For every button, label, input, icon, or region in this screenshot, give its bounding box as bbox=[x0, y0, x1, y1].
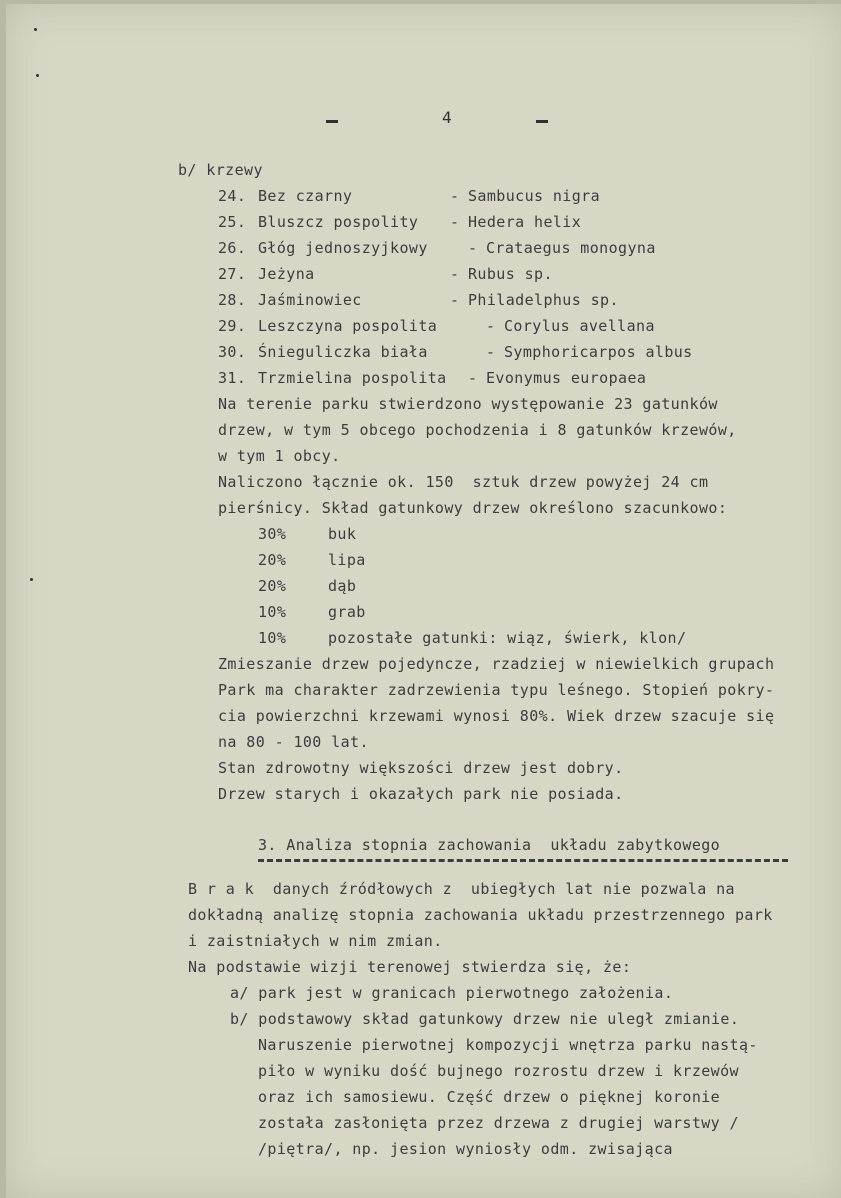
shrub-name: Głóg jednoszyjkowy bbox=[258, 239, 428, 257]
shrub-separator: - bbox=[450, 187, 460, 205]
paragraph-line: pierśnicy. Skład gatunkowy drzew określono szacunkowo: bbox=[218, 499, 728, 517]
page-number: 4 bbox=[442, 108, 452, 127]
shrub-number: 28. bbox=[218, 291, 247, 309]
composition-percent: 30% bbox=[258, 525, 287, 543]
paragraph-line: Zmieszanie drzew pojedyncze, rzadziej w niewielkich grupach bbox=[218, 655, 775, 673]
paragraph-line: dokładną analizę stopnia zachowania układu przestrzennego park bbox=[188, 906, 773, 924]
document-page bbox=[6, 4, 841, 1198]
paragraph-line: cia powierzchni krzewami wynosi 80%. Wiek drzew szacuje się bbox=[218, 707, 775, 725]
heading-underline bbox=[258, 859, 788, 862]
shrub-latin: Sambucus nigra bbox=[468, 187, 601, 205]
paragraph-line: oraz ich samosiewu. Część drzew o pięknej koronie bbox=[258, 1088, 721, 1106]
paragraph-line: i zaistniałych w nim zmian. bbox=[188, 932, 443, 950]
paragraph-line: Naliczono łącznie ok. 150 sztuk drzew powyżej 24 cm bbox=[218, 473, 709, 491]
heading-shrubs: b/ krzewy bbox=[178, 161, 263, 179]
composition-percent: 20% bbox=[258, 551, 287, 569]
paragraph-line: Na terenie parku stwierdzono występowanie 23 gatunków bbox=[218, 395, 718, 413]
composition-species: lipa bbox=[328, 551, 366, 569]
shrub-separator: - bbox=[486, 343, 496, 361]
scan-speck bbox=[36, 74, 39, 77]
shrub-name: Bez czarny bbox=[258, 187, 353, 205]
shrub-latin: Symphoricarpos albus bbox=[504, 343, 693, 361]
finding-item: b/ podstawowy skład gatunkowy drzew nie uległ zmianie. bbox=[230, 1010, 740, 1028]
shrub-separator: - bbox=[450, 213, 460, 231]
paragraph-line: Naruszenie pierwotnej kompozycji wnętrza parku nastą- bbox=[258, 1036, 758, 1054]
composition-species: dąb bbox=[328, 577, 357, 595]
paragraph-line: B r a k danych źródłowych z ubiegłych lat nie pozwala na bbox=[188, 880, 735, 898]
shrub-name: Leszczyna pospolita bbox=[258, 317, 438, 335]
composition-species: pozostałe gatunki: wiąz, świerk, klon/ bbox=[328, 629, 687, 647]
shrub-latin: Philadelphus sp. bbox=[468, 291, 619, 309]
paragraph-line: Na podstawie wizji terenowej stwierdza się, że: bbox=[188, 958, 632, 976]
composition-species: grab bbox=[328, 603, 366, 621]
composition-percent: 10% bbox=[258, 603, 287, 621]
shrub-name: Śnieguliczka biała bbox=[258, 343, 428, 361]
composition-species: buk bbox=[328, 525, 357, 543]
paragraph-line: Park ma charakter zadrzewienia typu leśnego. Stopień pokry- bbox=[218, 681, 775, 699]
shrub-separator: - bbox=[468, 369, 478, 387]
paragraph-line: na 80 - 100 lat. bbox=[218, 733, 369, 751]
shrub-number: 26. bbox=[218, 239, 247, 257]
composition-percent: 20% bbox=[258, 577, 287, 595]
shrub-number: 24. bbox=[218, 187, 247, 205]
shrub-latin: Rubus sp. bbox=[468, 265, 553, 283]
paragraph-line: drzew, w tym 5 obcego pochodzenia i 8 gatunków krzewów, bbox=[218, 421, 737, 439]
paragraph-line: Stan zdrowotny większości drzew jest dobry. bbox=[218, 759, 624, 777]
finding-item: a/ park jest w granicach pierwotnego założenia. bbox=[230, 984, 674, 1002]
paragraph-line: została zasłonięta przez drzewa z drugiej warstwy / bbox=[258, 1114, 739, 1132]
shrub-separator: - bbox=[450, 291, 460, 309]
shrub-number: 30. bbox=[218, 343, 247, 361]
shrub-number: 31. bbox=[218, 369, 247, 387]
section-heading: 3. Analiza stopnia zachowania układu zabytkowego bbox=[258, 836, 721, 854]
shrub-number: 29. bbox=[218, 317, 247, 335]
shrub-latin: Corylus avellana bbox=[504, 317, 655, 335]
shrub-latin: Hedera helix bbox=[468, 213, 582, 231]
shrub-latin: Crataegus monogyna bbox=[486, 239, 656, 257]
shrub-name: Jaśminowiec bbox=[258, 291, 362, 309]
page-number-dash-left bbox=[326, 120, 338, 123]
composition-percent: 10% bbox=[258, 629, 287, 647]
paragraph-line: /piętra/, np. jesion wyniosły odm. zwisająca bbox=[258, 1140, 673, 1158]
page-number-dash-right bbox=[536, 120, 548, 123]
scan-speck bbox=[30, 578, 33, 581]
shrub-name: Jeżyna bbox=[258, 265, 315, 283]
scan-speck bbox=[34, 28, 37, 31]
shrub-separator: - bbox=[450, 265, 460, 283]
shrub-name: Trzmielina pospolita bbox=[258, 369, 447, 387]
paragraph-line: Drzew starych i okazałych park nie posiada. bbox=[218, 785, 624, 803]
shrub-separator: - bbox=[468, 239, 478, 257]
paragraph-line: piło w wyniku dość bujnego rozrostu drzew i krzewów bbox=[258, 1062, 739, 1080]
shrub-separator: - bbox=[486, 317, 496, 335]
shrub-latin: Evonymus europaea bbox=[486, 369, 647, 387]
paragraph-line: w tym 1 obcy. bbox=[218, 447, 341, 465]
shrub-number: 25. bbox=[218, 213, 247, 231]
shrub-number: 27. bbox=[218, 265, 247, 283]
shrub-name: Bluszcz pospolity bbox=[258, 213, 419, 231]
